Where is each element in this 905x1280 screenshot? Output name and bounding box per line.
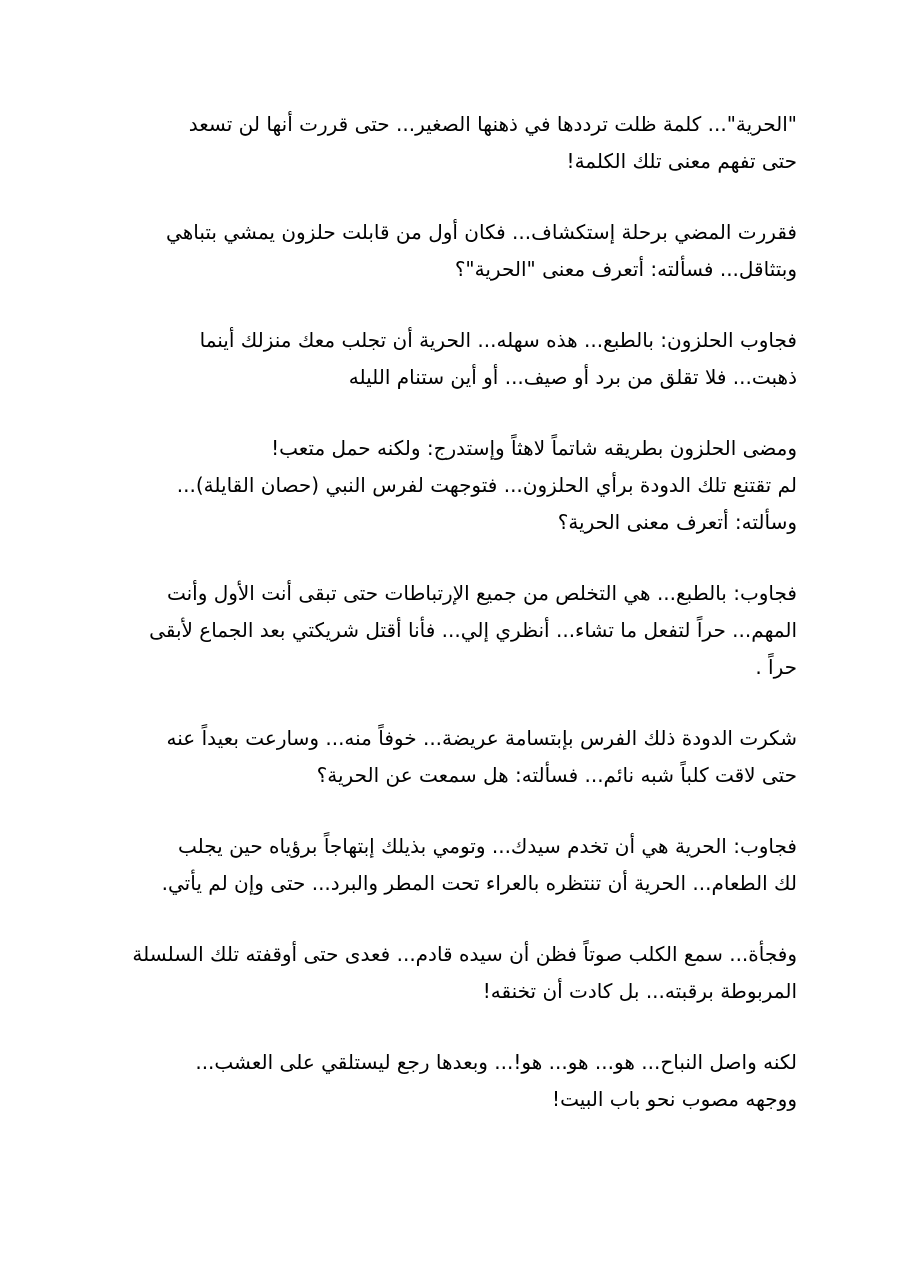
- text-line: لكنه واصل النباح... هو... هو... هو!... وبعدها رجع ليستلقي على العشب...: [195, 1050, 797, 1074]
- text-line: ومضى الحلزون بطريقه شاتماً لاهثاً وإستدرج: ولكنه حمل متعب!: [271, 436, 797, 460]
- text-line: المهم... حراً لتفعل ما تشاء... أنظري إلي... فأنا أقتل شريكتي بعد الجماع لأبقى: [149, 618, 797, 642]
- text-line: فجاوب: بالطبع... هي التخلص من جميع الإرتباطات حتى تبقى أنت الأول وأنت: [166, 581, 797, 605]
- text-line: لك الطعام... الحرية أن تنتظره بالعراء تحت المطر والبرد... حتى وإن لم يأتي.: [161, 871, 797, 895]
- paragraph-dog-barking: [100, 1044, 797, 1118]
- paragraph-snail-answer: [100, 322, 797, 396]
- text-line: وبتثاقل... فسألته: أتعرف معنى "الحرية"؟: [454, 257, 797, 281]
- text-line: المربوطة برقبته... بل كادت أن تخنقه!: [482, 979, 797, 1003]
- text-line: شكرت الدودة ذلك الفرس بإبتسامة عريضة... خوفاً منه... وسارعت بعيداً عنه: [166, 726, 797, 750]
- text-line: فجاوب الحلزون: بالطبع... هذه سهله... الحرية أن تجلب معك منزلك أينما: [199, 328, 797, 352]
- text-line: ووجهه مصوب نحو باب البيت!: [552, 1087, 797, 1111]
- text-line: حراً .: [755, 655, 797, 679]
- text-line: حتى لاقت كلباً شبه نائم... فسألته: هل سمعت عن الحرية؟: [316, 763, 797, 787]
- paragraph-journey-snail: [100, 214, 797, 288]
- text-line: فجاوب: الحرية هي أن تخدم سيدك... وتومي بذيلك إبتهاجاً برؤياه حين يجلب: [177, 834, 797, 858]
- text-line: فقررت المضي برحلة إستكشاف... فكان أول من قابلت حلزون يمشي بتباهي: [166, 220, 797, 244]
- paragraph-dog-question: [100, 720, 797, 794]
- paragraph-mantis-answer: [100, 575, 797, 686]
- text-line: وسألته: أتعرف معنى الحرية؟: [557, 510, 797, 534]
- document-page: [100, 106, 797, 1152]
- paragraph-dog-chain: [100, 936, 797, 1010]
- text-line: حتى تفهم معنى تلك الكلمة!: [566, 149, 797, 173]
- paragraph-mantis-question: [100, 430, 797, 541]
- text-line: لم تقتنع تلك الدودة برأي الحلزون... فتوجهت لفرس النبي (حصان القايلة)...: [176, 473, 797, 497]
- paragraph-dog-answer: [100, 828, 797, 902]
- text-line: ذهبت... فلا تقلق من برد أو صيف... أو أين ستنام الليله: [348, 365, 797, 389]
- text-line: "الحرية"... كلمة ظلت ترددها في ذهنها الصغير... حتى قررت أنها لن تسعد: [188, 112, 797, 136]
- paragraph-freedom-word: [100, 106, 797, 180]
- text-line: وفجأة... سمع الكلب صوتاً فظن أن سيده قادم... فعدى حتى أوقفته تلك السلسلة: [132, 942, 797, 966]
